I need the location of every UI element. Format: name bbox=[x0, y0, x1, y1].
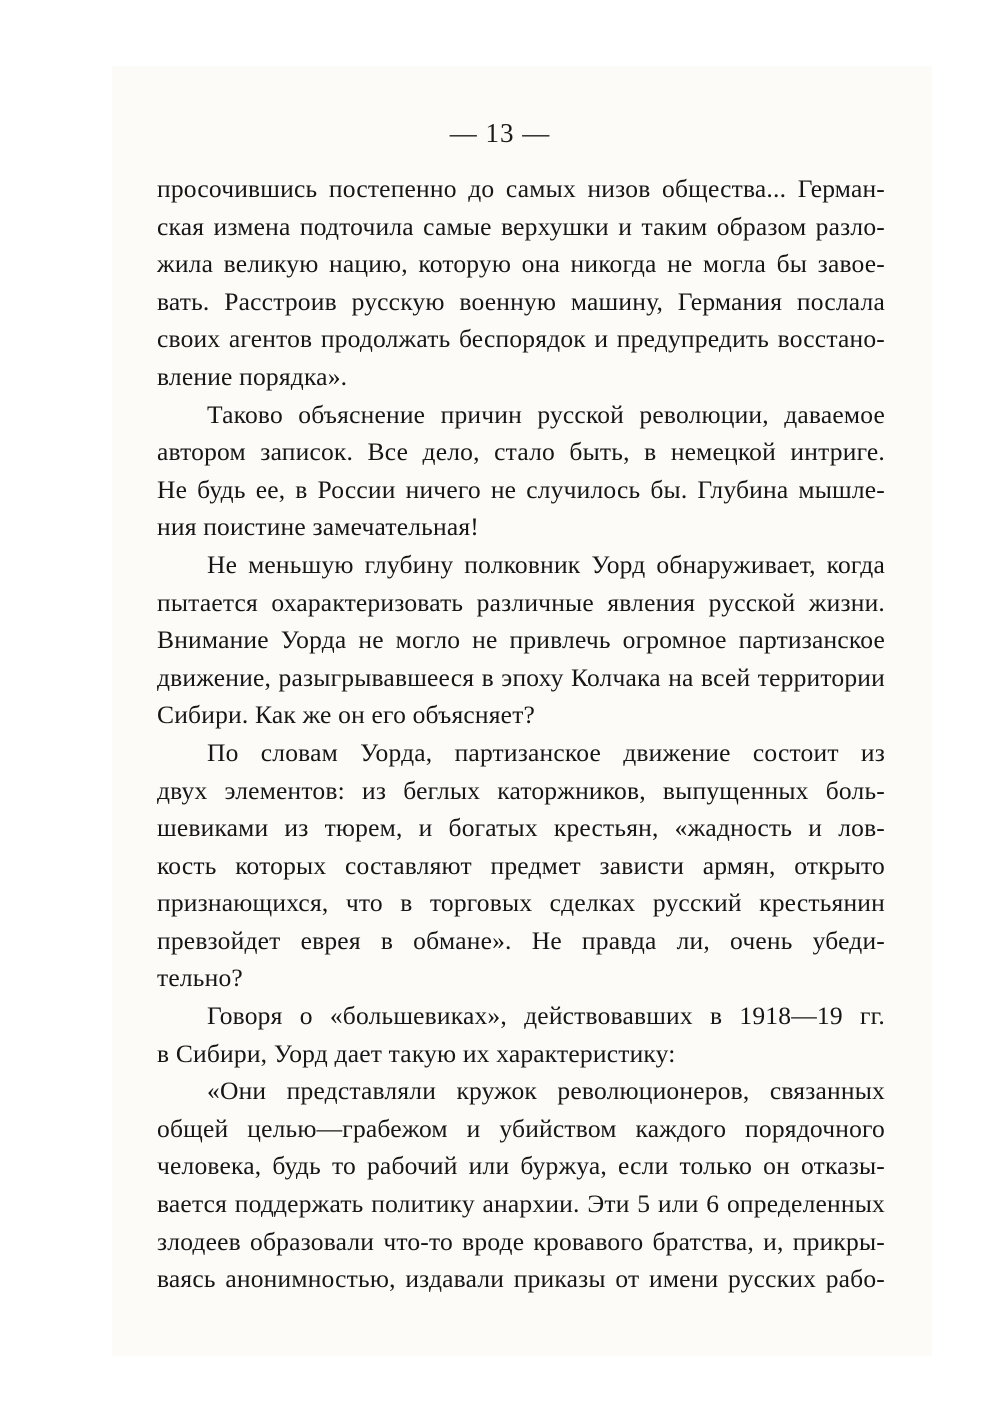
text-line: ваясь анонимностью, издавали приказы от имени русских рабо- bbox=[157, 1264, 885, 1294]
text-line: тельно? bbox=[157, 963, 243, 993]
paragraph-start: По словам Уорда, партизанское движение состоит из bbox=[207, 737, 885, 767]
text-line: Не будь ее, в России ничего не случилось бы. Глубина мышле- bbox=[157, 474, 885, 504]
text-line: Сибири. Как же он его объясняет? bbox=[157, 700, 536, 730]
paragraph-start: Говоря о «большевиках», действовавших в 1918—19 гг. bbox=[207, 1001, 885, 1031]
text-line: вается поддержать политику анархии. Эти 5 или 6 определенных bbox=[157, 1189, 885, 1219]
text-line: ская измена подточила самые верхушки и таким образом разло- bbox=[157, 211, 885, 241]
text-line: автором записок. Все дело, стало быть, в немецкой интриге. bbox=[157, 437, 885, 467]
paragraph-start: Таково объяснение причин русской революции, даваемое bbox=[207, 399, 885, 429]
text-line: пытается охарактеризовать различные явления русской жизни. bbox=[157, 587, 885, 617]
text-line: кость которых составляют предмет зависти армян, открыто bbox=[157, 850, 885, 880]
text-line: ния поистине замечательная! bbox=[157, 512, 479, 542]
text-line: вление порядка». bbox=[157, 361, 348, 391]
text-line: признающихся, что в торговых сделках русский крестьянин bbox=[157, 888, 885, 918]
text-line: превзойдет еврея в обмане». Не правда ли, очень убеди- bbox=[157, 925, 885, 955]
text-line: Внимание Уорда не могло не привлечь огромное партизанское bbox=[157, 625, 885, 655]
paragraph-start: «Они представляли кружок революционеров, связанных bbox=[207, 1076, 885, 1106]
text-line: шевиками из тюрем, и богатых крестьян, «жадность и лов- bbox=[157, 813, 885, 843]
text-line: в Сибири, Уорд дает такую их характеристику: bbox=[157, 1038, 676, 1068]
body-text bbox=[157, 170, 885, 1298]
page-number: — 13 — bbox=[449, 118, 551, 148]
text-line: жила великую нацию, которую она никогда не могла бы завое- bbox=[157, 249, 885, 279]
text-line: злодеев образовали что-то вроде кровавого братства, и, прикры- bbox=[157, 1226, 885, 1256]
text-line: двух элементов: из беглых каторжников, выпущенных боль- bbox=[157, 775, 885, 805]
text-line: движение, разыгрывавшееся в эпоху Колчака на всей территории bbox=[157, 662, 885, 692]
text-line: вать. Расстроив русскую военную машину, Германия послала bbox=[157, 286, 885, 316]
text-line: человека, будь то рабочий или буржуа, если только он отказы- bbox=[157, 1151, 885, 1181]
text-line: общей целью—грабежом и убийством каждого порядочного bbox=[157, 1113, 885, 1143]
text-line: своих агентов продолжать беспорядок и предупредить восстано- bbox=[157, 324, 885, 354]
paragraph-start: Не меньшую глубину полковник Уорд обнаруживает, когда bbox=[207, 549, 885, 579]
text-line: просочившись постепенно до самых низов общества... Герман- bbox=[157, 174, 885, 203]
